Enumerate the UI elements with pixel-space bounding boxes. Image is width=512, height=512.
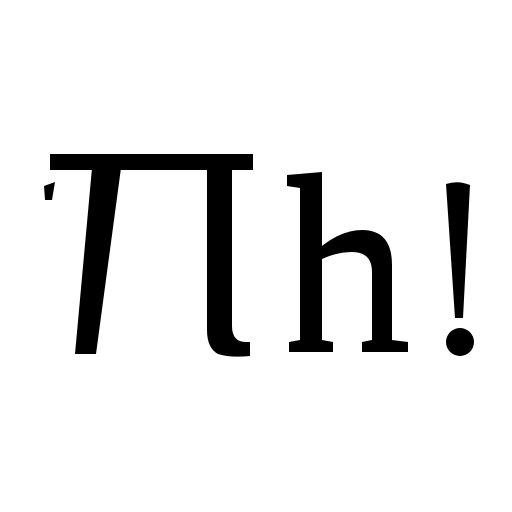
pi-left-leg bbox=[75, 168, 121, 354]
pi-glyph bbox=[44, 154, 253, 357]
pi-top-bar bbox=[50, 154, 253, 170]
pi-right-leg bbox=[207, 170, 250, 357]
exclamation-dot bbox=[446, 328, 474, 356]
exclamation-glyph bbox=[446, 182, 474, 356]
exclamation-bar bbox=[446, 182, 470, 318]
h-glyph bbox=[287, 172, 408, 352]
pi-left-serif bbox=[44, 182, 55, 200]
